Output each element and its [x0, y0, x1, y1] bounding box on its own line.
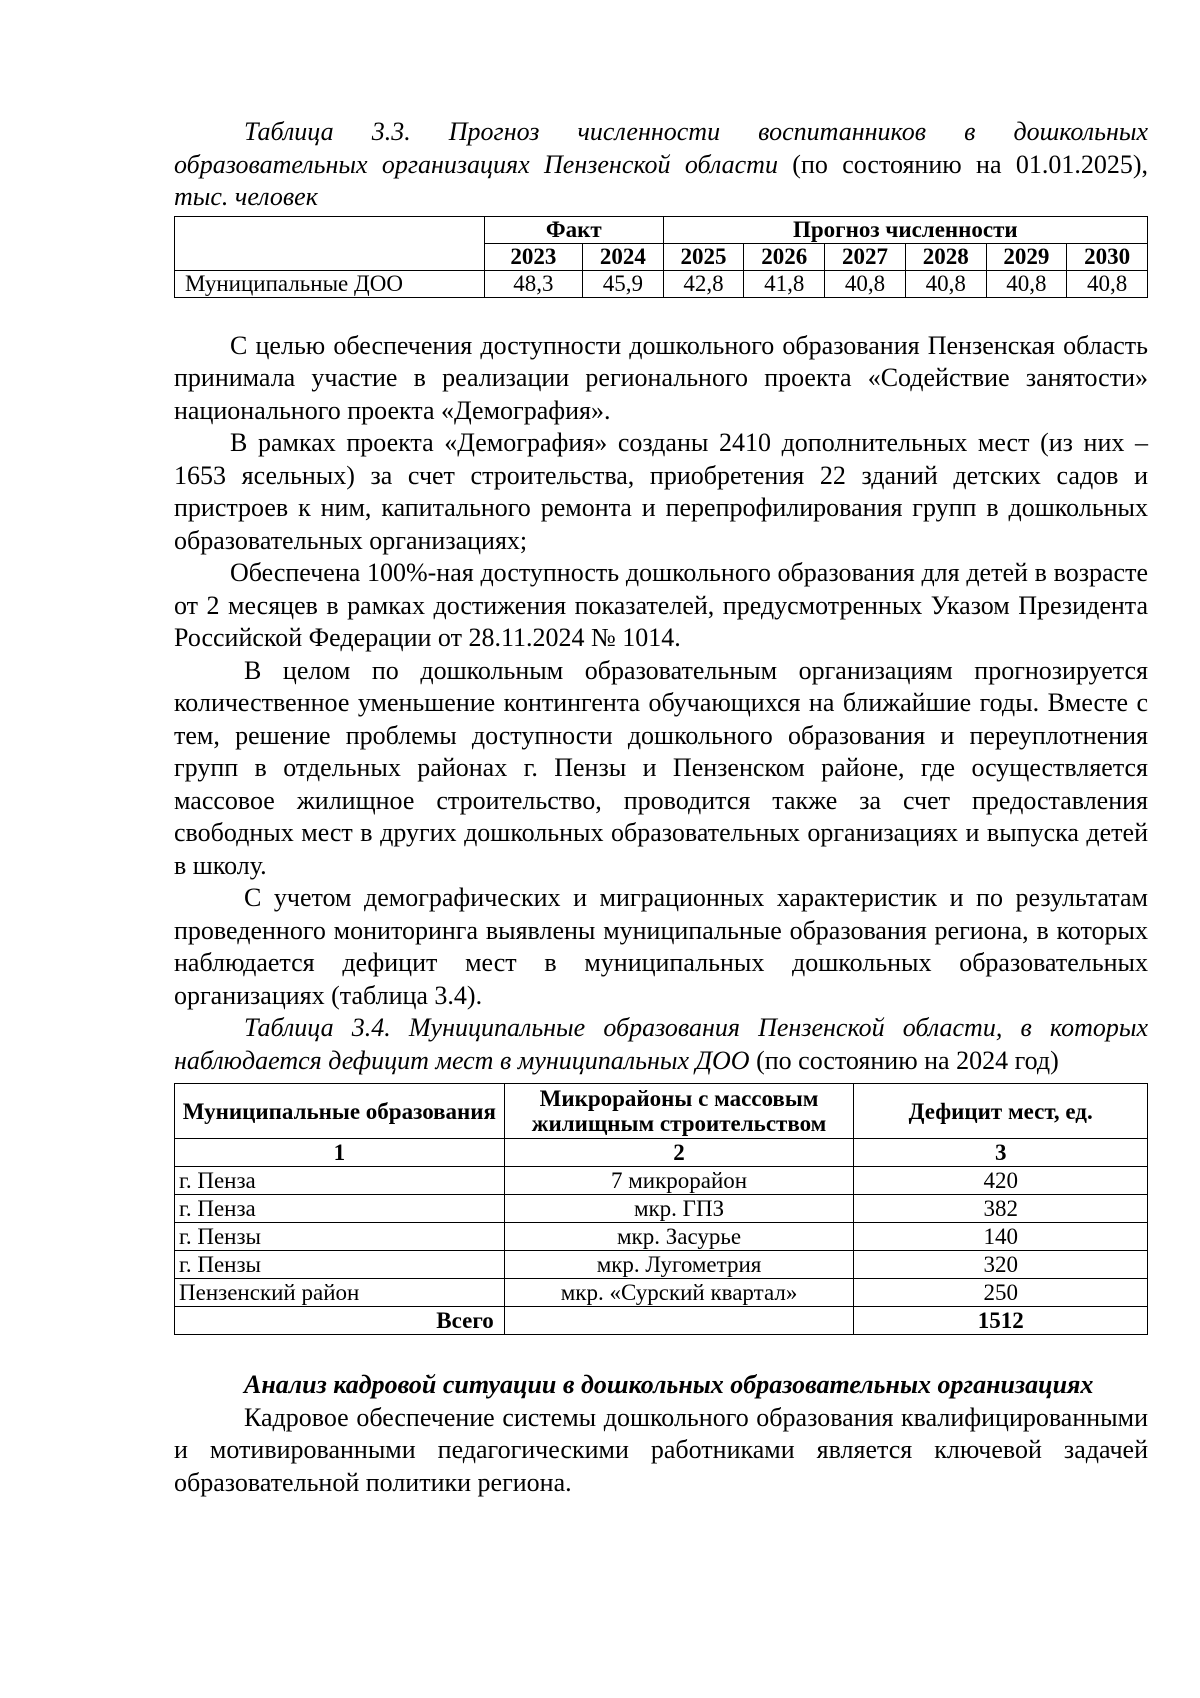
- table-3-3-group-forecast: Прогноз численности: [663, 216, 1147, 243]
- spacer: [174, 298, 1148, 330]
- deficit-cell: 382: [854, 1195, 1148, 1223]
- municipality-cell: Пензенский район: [175, 1279, 505, 1307]
- column-number: 3: [854, 1139, 1148, 1167]
- table-3-4-caption-title: Таблица 3.4. Муниципальные образования Пензенской области, в которых наблюдается дефицит мест в муниципальных ДОО: [174, 1013, 1148, 1075]
- paragraph: С целью обеспечения доступности дошкольного образования Пензенская область принимала участие в реализации регионального проекта «Содействие занятости» национального проекта «Демография».: [174, 330, 1148, 425]
- column-number: 1: [175, 1139, 505, 1167]
- district-cell: мкр. Лугометрия: [504, 1251, 854, 1279]
- total-value: 1512: [854, 1307, 1148, 1335]
- deficit-cell: 250: [854, 1279, 1148, 1307]
- paragraph: В рамках проекта «Демография» созданы 2410 дополнительных мест (из них – 1653 ясельных) за счет строительства, приобретения 22 зданий детских садов и пристроев к ним, капитального ремонта и перепрофилирования групп в дошкольных образовательных организациях;: [174, 428, 1148, 555]
- value-cell: 41,8: [744, 270, 825, 297]
- value-cell: 42,8: [663, 270, 744, 297]
- section-heading: Анализ кадровой ситуации в дошкольных образовательных организациях: [244, 1370, 1094, 1399]
- value-cell: 40,8: [905, 270, 986, 297]
- paragraph: Кадровое обеспечение системы дошкольного образования квалифицированными и мотивированными педагогическими работниками является ключевой задачей образовательной политики региона.: [174, 1402, 1148, 1497]
- header-deficit: Дефицит мест, ед.: [854, 1084, 1148, 1139]
- paragraph: В целом по дошкольным образовательным организациям прогнозируется количественное уменьшение контингента обучающихся на ближайшие годы. Вместе с тем, решение проблемы доступности дошкольного образования и переуплотнения групп в отдельных районах г. Пензы и Пензенском районе, где осуществляется массовое жилищное строительство, проводится также за счет предоставления свободных мест в других дошкольных образовательных организациях и выпуска детей в школу.: [174, 655, 1148, 880]
- year-header: 2024: [582, 243, 663, 270]
- table-row: [175, 1251, 1148, 1279]
- table-3-3-caption: [174, 116, 1148, 214]
- table-row: [175, 1195, 1148, 1223]
- value-cell: 40,8: [1067, 270, 1148, 297]
- table-3-4-caption-date: (по состоянию на 2024 год): [749, 1045, 1059, 1075]
- header-districts: Микрорайоны с массовым жилищным строительством: [504, 1084, 854, 1139]
- municipality-cell: г. Пензы: [175, 1223, 505, 1251]
- table-row: [175, 1167, 1148, 1195]
- year-header: 2028: [905, 243, 986, 270]
- deficit-cell: 420: [854, 1167, 1148, 1195]
- table-3-3-caption-date: (по состоянию на 01.01.2025),: [777, 149, 1148, 179]
- year-header: 2025: [663, 243, 744, 270]
- municipality-cell: г. Пенза: [175, 1167, 505, 1195]
- year-header: 2023: [484, 243, 582, 270]
- header-municipality: Муниципальные образования: [175, 1084, 505, 1139]
- table-3-4-caption: [174, 1012, 1148, 1077]
- table-3-3-caption-unit: тыс. человек: [174, 182, 318, 211]
- value-cell: 48,3: [484, 270, 582, 297]
- year-header: 2027: [825, 243, 906, 270]
- year-header: 2026: [744, 243, 825, 270]
- spacer: [174, 1335, 1148, 1369]
- table-total-row: [175, 1307, 1148, 1335]
- district-cell: мкр. Засурье: [504, 1223, 854, 1251]
- document-page: [174, 116, 1148, 1499]
- municipality-cell: г. Пензы: [175, 1251, 505, 1279]
- paragraph: Обеспечена 100%-ная доступность дошкольного образования для детей в возрасте от 2 месяцев в рамках достижения показателей, предусмотренных Указом Президента Российской Федерации от 28.11.2024 № 1014.: [174, 558, 1148, 652]
- deficit-cell: 320: [854, 1251, 1148, 1279]
- district-cell: мкр. «Сурский квартал»: [504, 1279, 854, 1307]
- table-3-3-caption-title: Таблица 3.3. Прогноз численности воспитанников в дошкольных образовательных организациях Пензенской области: [174, 117, 1148, 179]
- value-cell: 45,9: [582, 270, 663, 297]
- year-header: 2029: [986, 243, 1067, 270]
- table-3-4: [174, 1083, 1148, 1335]
- district-cell: мкр. ГПЗ: [504, 1195, 854, 1223]
- value-cell: 40,8: [825, 270, 906, 297]
- row-label: Муниципальные ДОО: [175, 270, 485, 297]
- deficit-cell: 140: [854, 1223, 1148, 1251]
- column-number: 2: [504, 1139, 854, 1167]
- table-3-3-group-fact: Факт: [484, 216, 663, 243]
- paragraph: С учетом демографических и миграционных характеристик и по результатам проведенного мониторинга выявлены муниципальные образования региона, в которых наблюдается дефицит мест в муниципальных дошкольных образовательных организациях (таблица 3.4).: [174, 883, 1148, 1010]
- district-cell: 7 микрорайон: [504, 1167, 854, 1195]
- year-header: 2030: [1067, 243, 1148, 270]
- table-3-3-corner-cell: [175, 216, 485, 270]
- table-3-3: [174, 216, 1148, 298]
- total-label: Всего: [175, 1307, 505, 1335]
- table-row: [175, 1279, 1148, 1307]
- total-empty-cell: [504, 1307, 854, 1335]
- table-row: [175, 270, 1148, 297]
- value-cell: 40,8: [986, 270, 1067, 297]
- table-row: [175, 1223, 1148, 1251]
- municipality-cell: г. Пенза: [175, 1195, 505, 1223]
